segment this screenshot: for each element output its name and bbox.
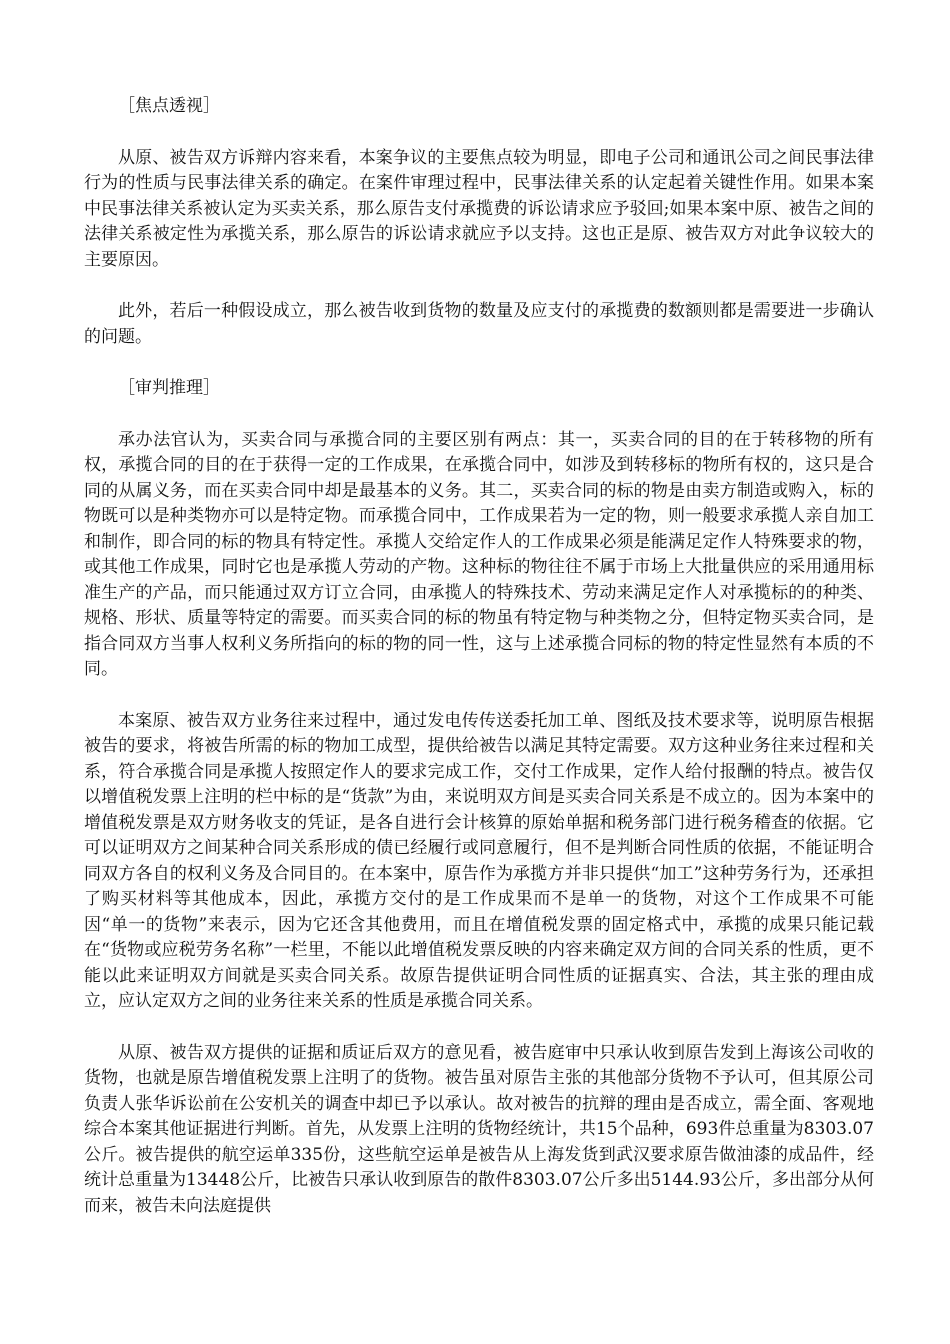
paragraph: 承办法官认为，买卖合同与承揽合同的主要区别有两点：其一，买卖合同的目的在于转移物的所有权，承揽合同的目的在于获得一定的工作成果，在承揽合同中，如涉及到转移标的物所有权的，这只是合同的从属义务，而在买卖合同中却是最基本的义务。其二，买卖合同的标的物是由卖方制造或购入，标的物既可以是种类物亦可以是特定物。而承揽合同中，工作成果若为一定的物，则一般要求承揽人亲自加工和制作，即合同的标的物具有特定性。承揽人交给定作人的工作成果必须是能满足定作人特殊要求的物，或其他工作成果，同时它也是承揽人劳动的产物。这种标的物往往不属于市场上大批量供应的采用通用标准生产的产品，而只能通过双方订立合同，由承揽人的特殊技术、劳动来满足定作人对承揽标的的种类、规格、形状、质量等特定的需要。而买卖合同的标的物虽有特定物与种类物之分，但特定物买卖合同，是指合同双方当事人权利义务所指向的标的物的同一性，这与上述承揽合同标的物的特定性显然有本质的不同。 <box>84 429 874 679</box>
paragraph: 本案原、被告双方业务往来过程中，通过发电传传送委托加工单、图纸及技术要求等，说明原告根据被告的要求，将被告所需的标的物加工成型，提供给被告以满足其特定需要。双方这种业务往来过程和关系，符合承揽合同是承揽人按照定作人的要求完成工作，交付工作成果，定作人给付报酬的特点。被告仅以增值税发票上注明的栏中标的是“货款”为由，来说明双方间是买卖合同关系是不成立的。因为本案中的增值税发票是双方财务收支的凭证，是各自进行会计核算的原始单据和税务部门进行税务稽查的依据。它可以证明双方之间某种合同关系形成的债已经履行或同意履行，但不是判断合同性质的依据，不能证明合同双方各自的权利义务及合同目的。在本案中，原告作为承揽方并非只提供“加工”这种劳务行为，还承担了购买材料等其他成本，因此，承揽方交付的是工作成果而不是单一的货物，对这个工作成果不可能因“单一的货物”来表示，因为它还含其他费用，而且在增值税发票的固定格式中，承揽的成果只能记载在“货物或应税劳务名称”一栏里，不能以此增值税发票反映的内容来确定双方间的合同关系的性质，更不能以此来证明双方间就是买卖合同关系。故原告提供证明合同性质的证据真实、合法，其主张的理由成立，应认定双方之间的业务往来关系的性质是承揽合同关系。 <box>84 710 874 1011</box>
section-heading-focus: ［焦点透视］ <box>118 96 220 116</box>
document-body <box>84 94 874 1245</box>
paragraph: 从原、被告双方诉辩内容来看，本案争议的主要焦点较为明显，即电子公司和通讯公司之间民事法律行为的性质与民事法律关系的确定。在案件审理过程中，民事法律关系的认定起着关键性作用。如果本案中民事法律关系被认定为买卖关系，那么原告支付承揽费的诉讼请求应予驳回;如果本案中原、被告之间的法律关系被定性为承揽关系，那么原告的诉讼请求就应予以支持。这也正是原、被告双方对此争议较大的主要原因。 <box>84 147 874 270</box>
section-heading-reasoning: ［审判推理］ <box>118 378 220 398</box>
paragraph: 此外，若后一种假设成立，那么被告收到货物的数量及应支付的承揽费的数额则都是需要进一步确认的问题。 <box>84 301 874 347</box>
paragraph: 从原、被告双方提供的证据和质证后双方的意见看，被告庭审中只承认收到原告发到上海该公司收的货物，也就是原告增值税发票上注明了的货物。被告虽对原告主张的其他部分货物不予认可，但其原公司负责人张华诉讼前在公安机关的调查中却已予以承认。故对被告的抗辩的理由是否成立，需全面、客观地综合本案其他证据进行判断。首先，从发票上注明的货物经统计，共15个品种，693件总重量为8303.07公斤。被告提供的航空运单335份，这些航空运单是被告从上海发货到武汉要求原告做油漆的成品件，经统计总重量为13448公斤，比被告只承认收到原告的散件8303.07公斤多出5144.93公斤，多出部分从何而来，被告未向法庭提供 <box>84 1042 874 1216</box>
